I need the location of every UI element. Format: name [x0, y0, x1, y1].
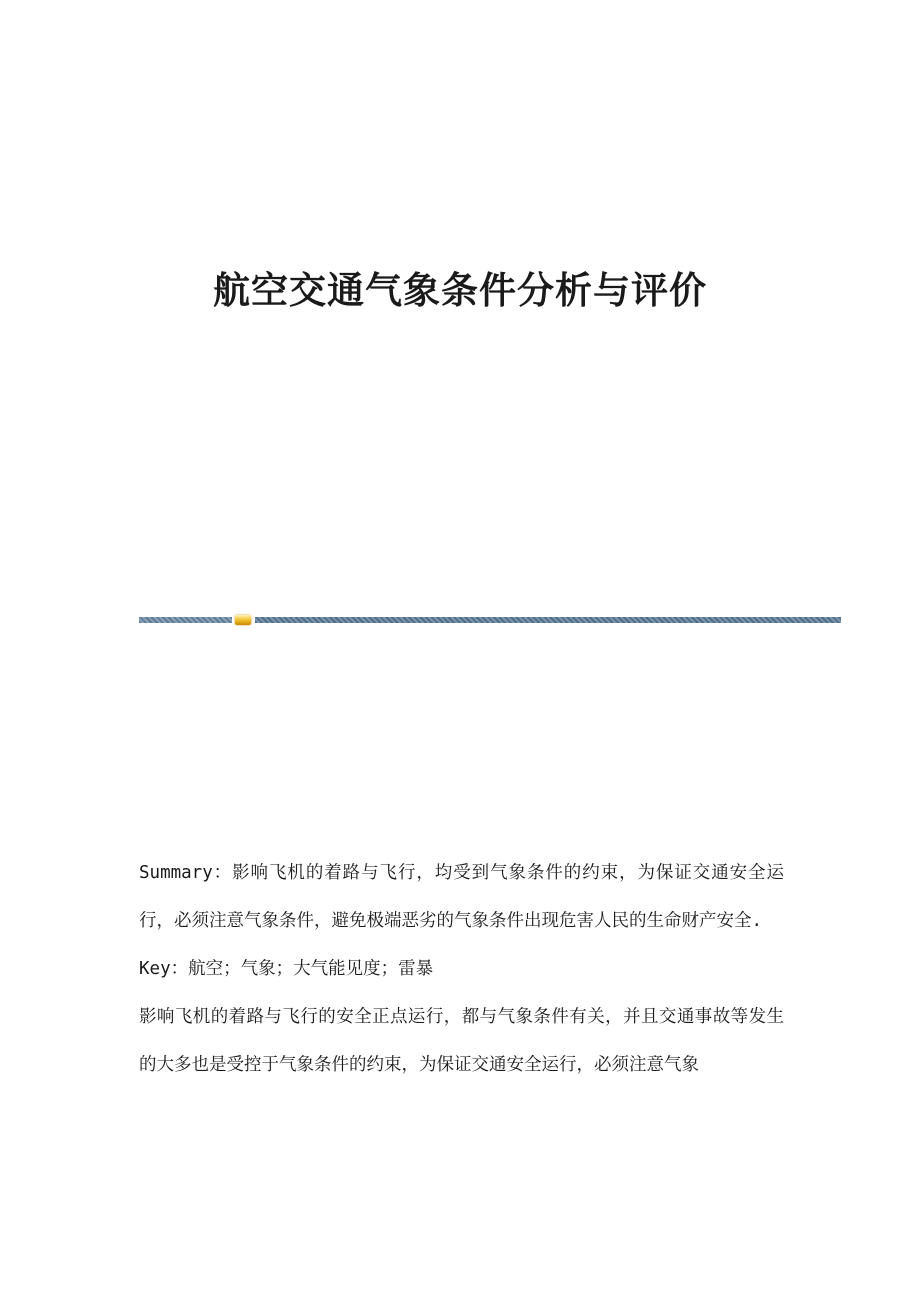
divider-bar-right — [255, 617, 841, 623]
summary-label: Summary： — [139, 863, 233, 883]
body-paragraph: 影响飞机的着路与飞行的安全正点运行，都与气象条件有关，并且交通事故等发生的大多也是受控于气象条件的约束，为保证交通安全运行，必须注意气象 — [139, 1007, 784, 1075]
document-body — [139, 849, 784, 1089]
key-label: Key： — [139, 959, 189, 979]
decorative-divider — [139, 615, 841, 625]
document-title: 航空交通气象条件分析与评价 — [213, 268, 707, 312]
gem-icon — [235, 615, 251, 625]
keywords-paragraph — [139, 945, 784, 993]
summary-text: 影响飞机的着路与飞行，均受到气象条件的约束，为保证交通安全运行，必须注意气象条件，避免极端恶劣的气象条件出现危害人民的生命财产安全. — [139, 863, 784, 931]
summary-paragraph — [139, 849, 784, 945]
key-text: 航空；气象；大气能见度；雷暴 — [188, 959, 434, 979]
divider-bar-left — [139, 617, 232, 623]
